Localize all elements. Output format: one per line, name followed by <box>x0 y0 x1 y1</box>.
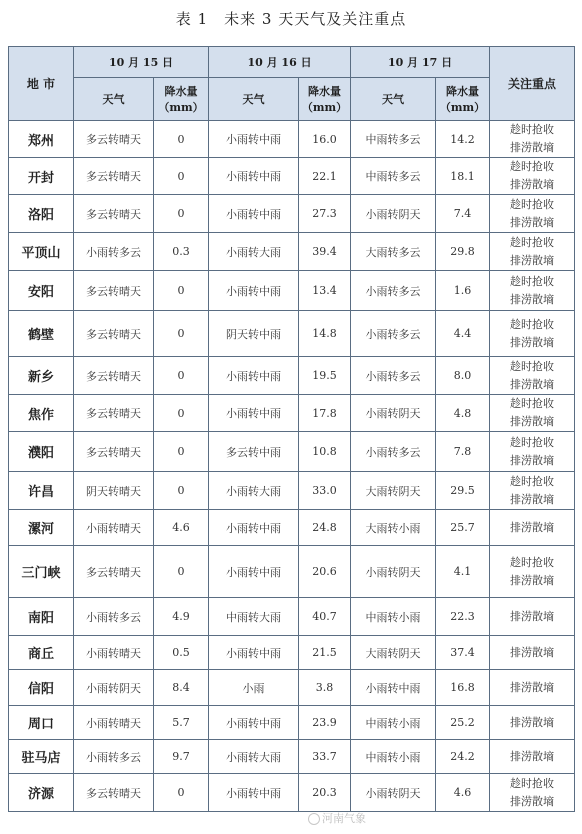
watermark-text: 河南气象 <box>322 812 366 825</box>
weather-table <box>8 46 575 812</box>
cell-rain-day1: 0 <box>154 195 209 233</box>
cell-weather-day2: 小雨转中雨 <box>209 636 299 670</box>
cell-rain-day2: 21.5 <box>299 636 351 670</box>
cell-weather-day3: 中雨转小雨 <box>351 706 436 740</box>
cell-city: 新乡 <box>9 357 74 395</box>
cell-city: 濮阳 <box>9 432 74 472</box>
cell-rain-day2: 33.0 <box>299 472 351 510</box>
cell-weather-day2: 小雨转中雨 <box>209 357 299 395</box>
cell-weather-day1: 多云转晴天 <box>74 357 154 395</box>
table-row <box>9 598 575 636</box>
cell-weather-day3: 中雨转小雨 <box>351 598 436 636</box>
cell-rain-day2: 20.6 <box>299 546 351 598</box>
cell-weather-day1: 阴天转晴天 <box>74 472 154 510</box>
cell-weather-day2: 多云转中雨 <box>209 432 299 472</box>
cell-weather-day2: 小雨转中雨 <box>209 158 299 195</box>
cell-weather-day2: 小雨转中雨 <box>209 510 299 546</box>
cell-rain-day3: 18.1 <box>436 158 490 195</box>
cell-weather-day1: 多云转晴天 <box>74 121 154 158</box>
cell-city: 平顶山 <box>9 233 74 271</box>
cell-weather-day1: 多云转晴天 <box>74 774 154 812</box>
cell-rain-day1: 0 <box>154 311 209 357</box>
cell-city: 信阳 <box>9 670 74 706</box>
cell-rain-day1: 0 <box>154 271 209 311</box>
cell-rain-day3: 16.8 <box>436 670 490 706</box>
cell-weather-day3: 中雨转多云 <box>351 121 436 158</box>
cell-rain-day2: 3.8 <box>299 670 351 706</box>
cell-weather-day3: 中雨转小雨 <box>351 740 436 774</box>
cell-focus: 趁时抢收 排涝散墒 <box>490 158 575 195</box>
cell-focus: 趁时抢收 排涝散墒 <box>490 357 575 395</box>
cell-city: 开封 <box>9 158 74 195</box>
cell-weather-day2: 小雨转大雨 <box>209 233 299 271</box>
cell-rain-day1: 0 <box>154 774 209 812</box>
cell-rain-day2: 22.1 <box>299 158 351 195</box>
cell-rain-day1: 0.3 <box>154 233 209 271</box>
cell-weather-day3: 小雨转阴天 <box>351 195 436 233</box>
cell-focus: 趁时抢收 排涝散墒 <box>490 121 575 158</box>
cell-weather-day2: 小雨转中雨 <box>209 271 299 311</box>
cell-rain-day1: 0.5 <box>154 636 209 670</box>
table-row <box>9 195 575 233</box>
cell-weather-day1: 小雨转多云 <box>74 233 154 271</box>
cell-city: 驻马店 <box>9 740 74 774</box>
cell-city: 许昌 <box>9 472 74 510</box>
cell-weather-day3: 小雨转多云 <box>351 311 436 357</box>
cell-rain-day2: 23.9 <box>299 706 351 740</box>
cell-weather-day1: 多云转晴天 <box>74 432 154 472</box>
cell-weather-day2: 小雨转中雨 <box>209 546 299 598</box>
cell-rain-day2: 39.4 <box>299 233 351 271</box>
header-rain: 降水量 （mm） <box>299 78 351 121</box>
cell-weather-day2: 小雨转中雨 <box>209 121 299 158</box>
table-row <box>9 271 575 311</box>
cell-rain-day3: 29.8 <box>436 233 490 271</box>
cell-rain-day2: 14.8 <box>299 311 351 357</box>
cell-weather-day1: 小雨转阴天 <box>74 670 154 706</box>
cell-weather-day3: 小雨转阴天 <box>351 395 436 432</box>
cell-weather-day3: 小雨转多云 <box>351 432 436 472</box>
cell-weather-day1: 小雨转晴天 <box>74 510 154 546</box>
weibo-icon <box>308 813 320 825</box>
header-weather: 天气 <box>74 78 154 121</box>
cell-rain-day3: 4.6 <box>436 774 490 812</box>
cell-focus: 排涝散墒 <box>490 706 575 740</box>
cell-focus: 趁时抢收 排涝散墒 <box>490 432 575 472</box>
cell-city: 鹤壁 <box>9 311 74 357</box>
cell-focus: 排涝散墒 <box>490 510 575 546</box>
table-row <box>9 158 575 195</box>
cell-city: 漯河 <box>9 510 74 546</box>
cell-rain-day2: 10.8 <box>299 432 351 472</box>
cell-rain-day3: 29.5 <box>436 472 490 510</box>
cell-focus: 趁时抢收 排涝散墒 <box>490 311 575 357</box>
header-weather: 天气 <box>351 78 436 121</box>
cell-weather-day2: 小雨转大雨 <box>209 472 299 510</box>
cell-weather-day1: 多云转晴天 <box>74 546 154 598</box>
table-row <box>9 121 575 158</box>
cell-rain-day1: 4.6 <box>154 510 209 546</box>
cell-focus: 趁时抢收 排涝散墒 <box>490 195 575 233</box>
cell-rain-day3: 24.2 <box>436 740 490 774</box>
cell-weather-day2: 小雨转中雨 <box>209 195 299 233</box>
header-city: 地 市 <box>9 47 74 121</box>
cell-weather-day3: 小雨转阴天 <box>351 774 436 812</box>
table-row <box>9 740 575 774</box>
header-day-3: 10 月 17 日 <box>351 47 490 78</box>
header-day-2: 10 月 16 日 <box>209 47 351 78</box>
header-focus: 关注重点 <box>490 47 575 121</box>
cell-city: 安阳 <box>9 271 74 311</box>
cell-weather-day1: 多云转晴天 <box>74 395 154 432</box>
header-weather: 天气 <box>209 78 299 121</box>
cell-weather-day3: 中雨转多云 <box>351 158 436 195</box>
header-rain: 降水量 （mm） <box>154 78 209 121</box>
cell-weather-day3: 小雨转多云 <box>351 271 436 311</box>
cell-city: 周口 <box>9 706 74 740</box>
cell-weather-day3: 大雨转小雨 <box>351 510 436 546</box>
cell-rain-day1: 0 <box>154 357 209 395</box>
cell-city: 郑州 <box>9 121 74 158</box>
cell-weather-day1: 小雨转多云 <box>74 740 154 774</box>
table-row <box>9 636 575 670</box>
cell-rain-day2: 19.5 <box>299 357 351 395</box>
cell-rain-day3: 4.1 <box>436 546 490 598</box>
cell-rain-day2: 16.0 <box>299 121 351 158</box>
cell-city: 济源 <box>9 774 74 812</box>
cell-weather-day1: 多云转晴天 <box>74 158 154 195</box>
cell-rain-day3: 4.8 <box>436 395 490 432</box>
cell-rain-day1: 0 <box>154 395 209 432</box>
cell-rain-day3: 7.4 <box>436 195 490 233</box>
cell-rain-day2: 33.7 <box>299 740 351 774</box>
cell-focus: 趁时抢收 排涝散墒 <box>490 472 575 510</box>
cell-rain-day3: 8.0 <box>436 357 490 395</box>
cell-weather-day2: 中雨转大雨 <box>209 598 299 636</box>
cell-rain-day2: 27.3 <box>299 195 351 233</box>
cell-rain-day3: 4.4 <box>436 311 490 357</box>
cell-weather-day3: 小雨转多云 <box>351 357 436 395</box>
cell-rain-day3: 25.7 <box>436 510 490 546</box>
table-row <box>9 774 575 812</box>
cell-rain-day3: 1.6 <box>436 271 490 311</box>
cell-weather-day2: 小雨转中雨 <box>209 706 299 740</box>
cell-rain-day1: 0 <box>154 121 209 158</box>
header-day-1: 10 月 15 日 <box>74 47 209 78</box>
cell-rain-day2: 40.7 <box>299 598 351 636</box>
cell-city: 三门峡 <box>9 546 74 598</box>
table-row <box>9 472 575 510</box>
table-row <box>9 233 575 271</box>
cell-weather-day1: 多云转晴天 <box>74 271 154 311</box>
cell-weather-day2: 小雨转中雨 <box>209 395 299 432</box>
header-rain: 降水量 （mm） <box>436 78 490 121</box>
cell-weather-day1: 多云转晴天 <box>74 311 154 357</box>
cell-focus: 趁时抢收 排涝散墒 <box>490 395 575 432</box>
table-row <box>9 357 575 395</box>
cell-city: 焦作 <box>9 395 74 432</box>
cell-rain-day3: 22.3 <box>436 598 490 636</box>
table-row <box>9 395 575 432</box>
table-row <box>9 510 575 546</box>
table-row <box>9 546 575 598</box>
cell-focus: 排涝散墒 <box>490 670 575 706</box>
cell-focus: 趁时抢收 排涝散墒 <box>490 774 575 812</box>
cell-weather-day3: 大雨转阴天 <box>351 636 436 670</box>
table-row <box>9 706 575 740</box>
cell-rain-day1: 8.4 <box>154 670 209 706</box>
cell-focus: 趁时抢收 排涝散墒 <box>490 271 575 311</box>
cell-focus: 趁时抢收 排涝散墒 <box>490 546 575 598</box>
table-caption: 表 1 未来 3 天天气及关注重点 <box>175 10 407 28</box>
cell-weather-day1: 小雨转晴天 <box>74 636 154 670</box>
cell-city: 商丘 <box>9 636 74 670</box>
cell-focus: 排涝散墒 <box>490 598 575 636</box>
cell-weather-day2: 小雨转大雨 <box>209 740 299 774</box>
cell-rain-day1: 0 <box>154 158 209 195</box>
cell-weather-day3: 小雨转阴天 <box>351 546 436 598</box>
cell-rain-day1: 0 <box>154 432 209 472</box>
cell-rain-day3: 7.8 <box>436 432 490 472</box>
cell-rain-day1: 9.7 <box>154 740 209 774</box>
cell-rain-day3: 37.4 <box>436 636 490 670</box>
cell-weather-day3: 大雨转阴天 <box>351 472 436 510</box>
table-row <box>9 311 575 357</box>
cell-rain-day3: 25.2 <box>436 706 490 740</box>
cell-weather-day3: 小雨转中雨 <box>351 670 436 706</box>
cell-rain-day2: 24.8 <box>299 510 351 546</box>
cell-weather-day2: 小雨转中雨 <box>209 774 299 812</box>
watermark <box>308 810 366 826</box>
table-body <box>9 121 575 812</box>
cell-rain-day2: 20.3 <box>299 774 351 812</box>
cell-weather-day1: 小雨转多云 <box>74 598 154 636</box>
cell-weather-day2: 阴天转中雨 <box>209 311 299 357</box>
cell-focus: 排涝散墒 <box>490 740 575 774</box>
cell-focus: 趁时抢收 排涝散墒 <box>490 233 575 271</box>
table-row <box>9 670 575 706</box>
cell-rain-day1: 4.9 <box>154 598 209 636</box>
cell-rain-day1: 0 <box>154 546 209 598</box>
table-row <box>9 432 575 472</box>
cell-weather-day3: 大雨转多云 <box>351 233 436 271</box>
cell-weather-day1: 小雨转晴天 <box>74 706 154 740</box>
cell-rain-day1: 5.7 <box>154 706 209 740</box>
cell-city: 洛阳 <box>9 195 74 233</box>
cell-rain-day3: 14.2 <box>436 121 490 158</box>
cell-rain-day2: 13.4 <box>299 271 351 311</box>
cell-weather-day2: 小雨 <box>209 670 299 706</box>
cell-city: 南阳 <box>9 598 74 636</box>
cell-rain-day2: 17.8 <box>299 395 351 432</box>
cell-weather-day1: 多云转晴天 <box>74 195 154 233</box>
cell-rain-day1: 0 <box>154 472 209 510</box>
cell-focus: 排涝散墒 <box>490 636 575 670</box>
